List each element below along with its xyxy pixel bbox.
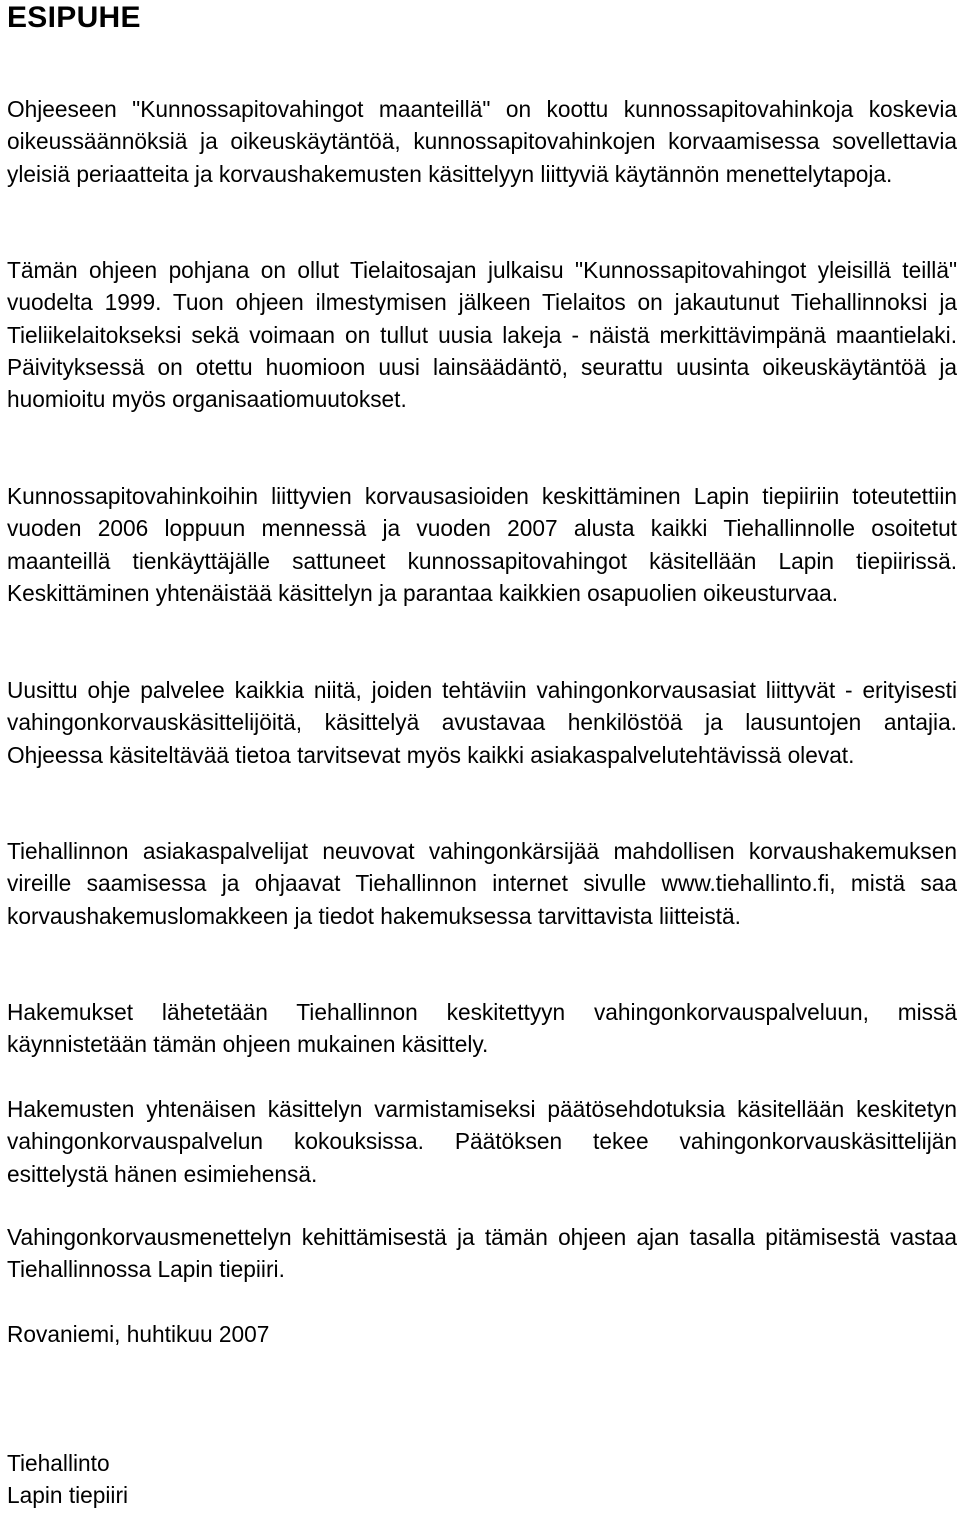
paragraph-decisions: Hakemusten yhtenäisen käsittelyn varmistamiseksi päätösehdotuksia käsitellään keskitetyn vahingonkorvauspalvelun kokouksissa. Päätöksen tekee vahingonkorvauskäsittelijän esittelystä hänen esimiehensä. [7,1096,957,1187]
document-page [7,0,957,1508]
paragraph-responsibility: Vahingonkorvausmenettelyn kehittämisestä ja tämän ohjeen ajan tasalla pitämisestä vastaa Tiehallinnossa Lapin tiepiiri. [7,1224,957,1283]
signature-district: Lapin tiepiiri [7,1482,129,1508]
signature-organization: Tiehallinto [7,1450,110,1476]
paragraph-audience: Uusittu ohje palvelee kaikkia niitä, joiden tehtäviin vahingonkorvausasiat liittyvät - erityisesti vahingonkorvauskäsittelijöitä, käsittelyä avustavaa henkilöstöä ja lausuntojen antajia. Ohjeessa käsiteltävää tietoa tarvitsevat myös kaikki asiakaspalvelutehtävissä olevat. [7,677,957,768]
paragraph-background: Tämän ohjeen pohjana on ollut Tielaitosajan julkaisu "Kunnossapitovahingot yleisillä teillä" vuodelta 1999. Tuon ohjeen ilmestymisen jälkeen Tielaitos on jakautunut Tiehallinnoksi ja Tieliikelaitokseksi sekä voimaan on tullut uusia lakeja - näistä merkittävimpänä maantielaki. Päivityksessä on otettu huomioon uusi lainsäädäntö, seurattu uusinta oikeuskäytäntöä ja huomioitu myös organisaatiomuutokset. [7,257,957,413]
paragraph-customer-service: Tiehallinnon asiakaspalvelijat neuvovat vahingonkärsijää mahdollisen korvaushakemuksen vireille saamisessa ja ohjaavat Tiehallinnon internet sivulle www.tiehallinto.fi, mistä saa korvaushakemuslomakkeen ja tiedot hakemuksessa tarvittavista liitteistä. [7,838,957,929]
paragraph-centralization: Kunnossapitovahinkoihin liittyvien korvausasioiden keskittäminen Lapin tiepiiriin toteutettiin vuoden 2006 loppuun mennessä ja vuoden 2007 alusta kaikki Tiehallinnolle osoitetut maanteillä tienkäyttäjälle sattuneet kunnossapitovahingot käsitellään Lapin tiepiirissä. Keskittäminen yhtenäistää käsittelyn ja parantaa kaikkien osapuolien oikeusturvaa. [7,483,957,606]
paragraph-applications: Hakemukset lähetetään Tiehallinnon keskitettyyn vahingonkorvauspalveluun, missä käynnistetään tämän ohjeen mukainen käsittely. [7,999,957,1058]
place-and-date: Rovaniemi, huhtikuu 2007 [7,1321,270,1347]
paragraph-intro: Ohjeeseen "Kunnossapitovahingot maanteillä" on koottu kunnossapitovahinkoja koskevia oikeussäännöksiä ja oikeuskäytäntöä, kunnossapitovahinkojen korvaamisessa sovellettavia yleisiä periaatteita ja korvaushakemusten käsittelyyn liittyviä käytännön menettelytapoja. [7,96,957,187]
page-title: ESIPUHE [7,1,141,34]
